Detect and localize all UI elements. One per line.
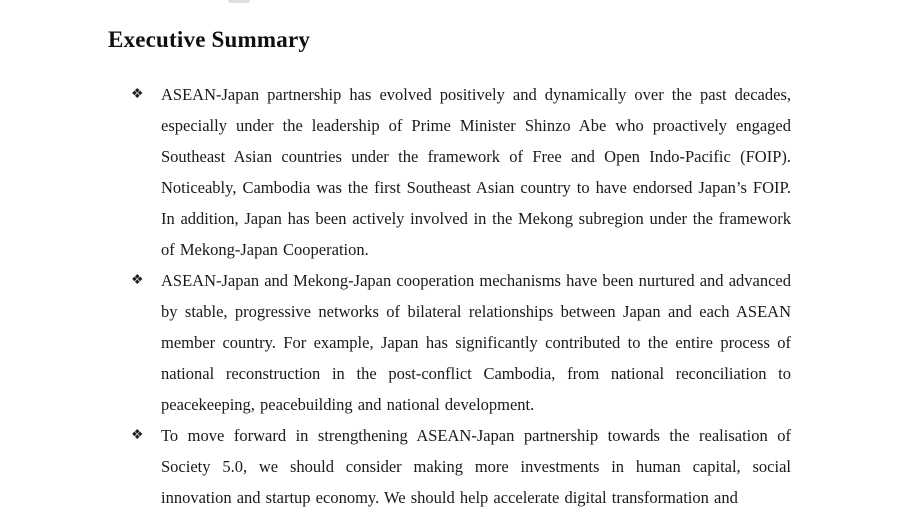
page-title: Executive Summary — [108, 27, 311, 52]
list-item — [131, 79, 791, 265]
diamond-bullet-icon: ❖ — [131, 87, 144, 102]
clipped-content-fragment — [228, 0, 250, 3]
diamond-bullet-icon: ❖ — [131, 273, 144, 288]
list-item — [131, 265, 791, 420]
bullet-paragraph: To move forward in strengthening ASEAN-Japan partnership towards the realisation of Society 5.0, we should consider making more investments in human capital, social innovation and startup economy. We should help accelerate digital transformation and — [161, 426, 791, 507]
bullet-paragraph: ASEAN-Japan partnership has evolved positively and dynamically over the past decades, especially under the leadership of Prime Minister Shinzo Abe who proactively engaged Southeast Asian countries under the framework of Free and Open Indo-Pacific (FOIP). Noticeably, Cambodia was the first Southeast Asian country to have endorsed Japan’s FOIP. In addition, Japan has been actively involved in the Mekong subregion under the framework of Mekong-Japan Cooperation. — [161, 85, 791, 259]
executive-summary-list — [131, 79, 791, 513]
bullet-paragraph: ASEAN-Japan and Mekong-Japan cooperation mechanisms have been nurtured and advanced by stable, progressive networks of bilateral relationships between Japan and each ASEAN member country. For example, Japan has significantly contributed to the entire process of national reconstruction in the post-conflict Cambodia, from national reconciliation to peacekeeping, peacebuilding and national development. — [161, 271, 791, 414]
list-item — [131, 420, 791, 513]
diamond-bullet-icon: ❖ — [131, 428, 144, 443]
